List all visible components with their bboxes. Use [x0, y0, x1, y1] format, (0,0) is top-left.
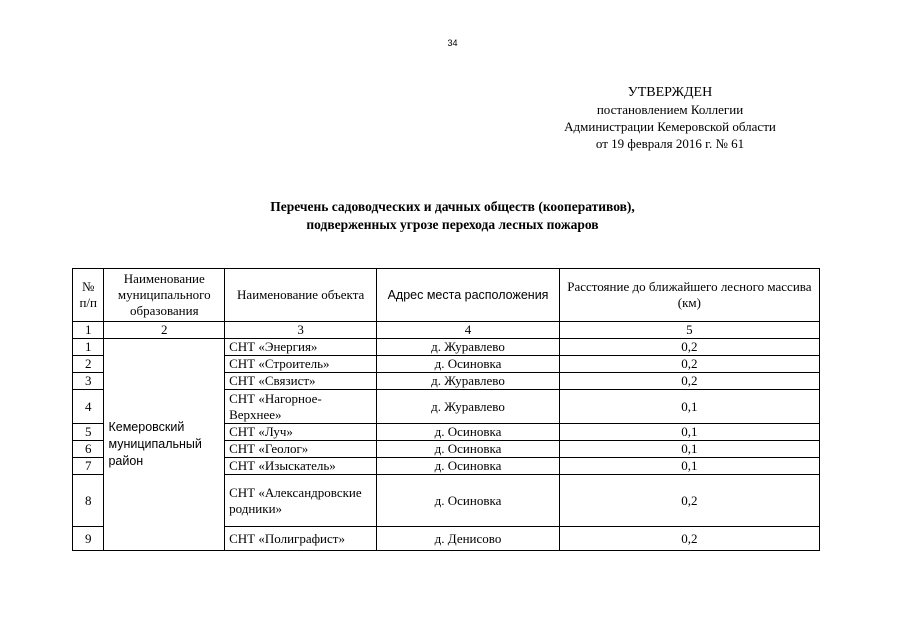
approval-stamp [520, 84, 820, 152]
row-num: 4 [73, 390, 104, 424]
row-distance: 0,2 [559, 475, 819, 527]
approval-line-2: Администрации Кемеровской области [564, 119, 776, 134]
header-num: № п/п [73, 269, 104, 322]
title-line-2: подверженных угрозе перехода лесных пожаров [306, 217, 599, 232]
approval-heading: УТВЕРЖДЕН [627, 85, 713, 100]
row-object: СНТ «Полиграфист» [225, 527, 377, 551]
column-index-cell: 4 [377, 322, 560, 339]
row-object: СНТ «Изыскатель» [225, 458, 377, 475]
row-distance: 0,1 [559, 390, 819, 424]
row-object: СНТ «Нагорное-Верхнее» [225, 390, 377, 424]
row-object: СНТ «Луч» [225, 424, 377, 441]
row-object: СНТ «Геолог» [225, 441, 377, 458]
row-num: 8 [73, 475, 104, 527]
page-number: 34 [447, 38, 458, 48]
row-distance: 0,1 [559, 441, 819, 458]
document-title [0, 198, 905, 234]
column-index-cell: 5 [559, 322, 819, 339]
row-address: д. Осиновка [377, 424, 560, 441]
row-num: 2 [73, 356, 104, 373]
row-num: 5 [73, 424, 104, 441]
row-distance: 0,1 [559, 458, 819, 475]
row-object: СНТ «Энергия» [225, 339, 377, 356]
row-address: д. Осиновка [377, 458, 560, 475]
row-distance: 0,2 [559, 339, 819, 356]
row-num: 6 [73, 441, 104, 458]
column-index-cell: 1 [73, 322, 104, 339]
row-object: СНТ «Связист» [225, 373, 377, 390]
row-address: д. Осиновка [377, 441, 560, 458]
row-address: д. Журавлево [377, 390, 560, 424]
row-distance: 0,2 [559, 527, 819, 551]
row-object: СНТ «Александровские родники» [225, 475, 377, 527]
approval-line-1: постановлением Коллегии [596, 102, 744, 117]
municipality-cell: Кемеровский муниципальный район [104, 339, 225, 551]
row-distance: 0,2 [559, 356, 819, 373]
row-object: СНТ «Строитель» [225, 356, 377, 373]
row-distance: 0,2 [559, 373, 819, 390]
header-municipality: Наименование муниципального образования [104, 269, 225, 322]
row-num: 1 [73, 339, 104, 356]
row-num: 7 [73, 458, 104, 475]
row-address: д. Журавлево [377, 373, 560, 390]
row-address: д. Журавлево [377, 339, 560, 356]
header-object: Наименование объекта [225, 269, 377, 322]
row-num: 9 [73, 527, 104, 551]
table-row [73, 339, 820, 356]
approval-line-3: от 19 февраля 2016 г. № 61 [595, 136, 745, 151]
row-distance: 0,1 [559, 424, 819, 441]
column-index-cell: 3 [225, 322, 377, 339]
header-address: Адрес места расположения [377, 269, 560, 322]
title-line-1: Перечень садоводческих и дачных обществ (кооперативов), [270, 199, 635, 214]
column-index-row [73, 322, 820, 339]
row-address: д. Осиновка [377, 356, 560, 373]
row-num: 3 [73, 373, 104, 390]
table-header-row [73, 269, 820, 322]
column-index-cell: 2 [104, 322, 225, 339]
row-address: д. Денисово [377, 527, 560, 551]
societies-table [72, 268, 820, 551]
header-distance: Расстояние до ближайшего лесного массива (км) [559, 269, 819, 322]
row-address: д. Осиновка [377, 475, 560, 527]
